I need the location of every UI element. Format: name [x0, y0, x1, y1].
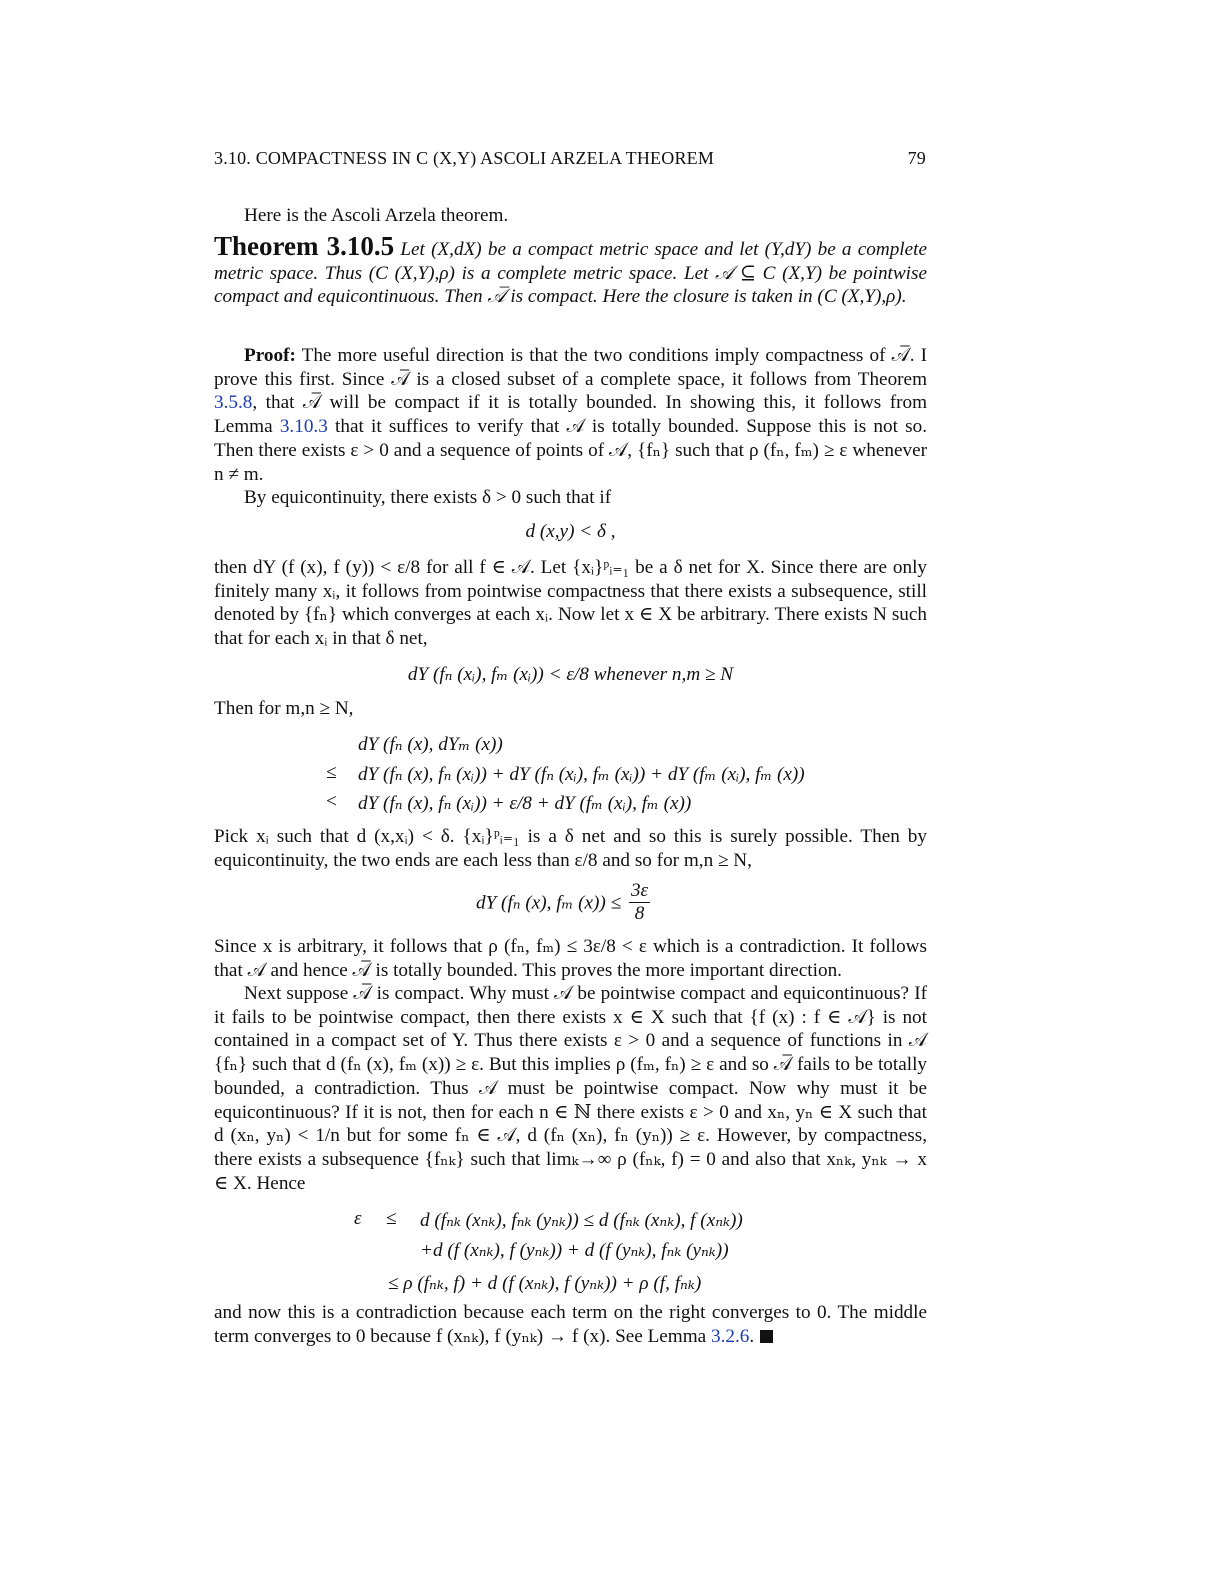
fraction-denominator: 8: [634, 903, 645, 924]
equation-5-line-2: +d (f (xₙₖ), f (yₙₖ)) + d (f (yₙₖ), fₙₖ (yₙₖ)): [420, 1240, 729, 1261]
equation-4-fraction: [629, 880, 650, 925]
equation-3-relation-3: <: [326, 791, 337, 812]
proof-paragraph-1: [214, 344, 927, 486]
proof-text-1c: that it suffices to verify that 𝒜 is totally bounded. Suppose this is not so. Then there exists ε > 0 and a sequence of points of 𝒜, {fₙ} such that ρ (fₙ, fₘ) ≥ ε whenever n ≠ m.: [214, 416, 928, 485]
qed-square-icon: [760, 1330, 773, 1343]
proof-paragraph-5: Pick xᵢ such that d (x,xᵢ) < δ. {xᵢ}ᵖᵢ₌₁ is a δ net and so this is surely possible. Then by equicontinuity, the two ends are each less than ε/8 and so for m,n ≥ N,: [214, 826, 927, 871]
proof-paragraph-4: Then for m,n ≥ N,: [214, 698, 354, 719]
equation-5-line-1: d (fₙₖ (xₙₖ), fₙₖ (yₙₖ)) ≤ d (fₙₖ (xₙₖ), f (xₙₖ)): [420, 1210, 743, 1231]
fraction-numerator: 3ε: [630, 880, 649, 901]
equation-3-line-2: dY (fₙ (x), fₙ (xᵢ)) + dY (fₙ (xᵢ), fₘ (xᵢ)) + dY (fₘ (xᵢ), fₘ (x)): [358, 764, 805, 785]
proof-label: Proof:: [244, 345, 296, 366]
equation-5-lhs: ε: [354, 1208, 362, 1229]
equation-3-relation-2: ≤: [326, 762, 337, 783]
proof-text-1b: , that 𝒜̅ will be compact if it is totally bounded. In showing this, it follows from Lemma: [214, 392, 927, 438]
equation-5-relation: ≤: [386, 1208, 397, 1229]
theorem-block: [214, 231, 927, 309]
equation-3-line-3: dY (fₙ (x), fₙ (xᵢ)) + ε/8 + dY (fₘ (xᵢ), fₘ (x)): [358, 793, 692, 814]
equation-4: [476, 880, 653, 925]
theorem-link[interactable]: 3.5.8: [214, 392, 253, 414]
intro-line: Here is the Ascoli Arzela theorem.: [244, 205, 509, 226]
proof-paragraph-2: By equicontinuity, there exists δ > 0 such that if: [244, 487, 612, 508]
proof-paragraph-3: then dY (f (x), f (y)) < ε/8 for all f ∈ 𝒜. Let {xᵢ}ᵖᵢ₌₁ be a δ net for X. Since there are only finitely many xᵢ, it follows from pointwise compactness that there exists a subsequence, still denoted by {fₙ} which converges at each xᵢ. Now let x ∈ X be arbitrary. There exists N such that for each xᵢ in that δ net,: [214, 557, 927, 650]
theorem-statement: Let (X,dX) be a compact metric space and let (Y,dY) be a complete metric space. Thus (C (X,Y),ρ) is a complete metric space. Let 𝒜 ⊆ C (X,Y) be pointwise compact and equicontinuous. Then 𝒜̅ is compact. Here the closure is taken in (C (X,Y),ρ).: [214, 239, 927, 308]
lemma-link-2[interactable]: 3.2.6: [710, 1325, 750, 1347]
running-title: 3.10. COMPACTNESS IN C (X,Y) ASCOLI ARZELA THEOREM: [214, 148, 715, 168]
running-header: [214, 148, 926, 172]
equation-5-line-3: ≤ ρ (fₙₖ, f) + d (f (xₙₖ), f (yₙₖ)) + ρ (f, fₙₖ): [388, 1273, 702, 1294]
equation-2: dY (fₙ (xᵢ), fₘ (xᵢ)) < ε/8 whenever n,m ≥ N: [407, 664, 734, 685]
page-number: 79: [907, 148, 926, 168]
proof-paragraph-7: Next suppose 𝒜̅ is compact. Why must 𝒜 be pointwise compact and equicontinuous? If it fails to be pointwise compact, then there exists x ∈ X such that {f (x) : f ∈ 𝒜} is not contained in a compact set of Y. Thus there exists ε > 0 and a sequence of functions in 𝒜 {fₙ} such that d (fₙ (x), fₘ (x)) ≥ ε. But this implies ρ (fₘ, fₙ) ≥ ε and so 𝒜̅ fails to be totally bounded, a contradiction. Thus 𝒜 must be pointwise compact. Now why must it be equicontinuous? If it is not, then for each n ∈ ℕ there exists ε > 0 and xₙ, yₙ ∈ X such that d (xₙ, yₙ) < 1/n but for some fₙ ∈ 𝒜, d (fₙ (xₙ), fₙ (yₙ)) ≥ ε. However, by compactness, there exists a subsequence {fₙₖ} such that limₖ→∞ ρ (fₙₖ, f) = 0 and also that xₙₖ, yₙₖ → x ∈ X. Hence: [214, 983, 927, 1194]
lemma-link[interactable]: 3.10.3: [279, 416, 328, 438]
equation-4-lhs: dY (fₙ (x), fₘ (x)) ≤: [476, 892, 622, 914]
equation-3-line-1: dY (fₙ (x), dYₘ (x)): [358, 734, 503, 755]
proof-text-8-end: .: [749, 1325, 755, 1347]
proof-paragraph-8: [214, 1301, 927, 1348]
proof-text-1a: The more useful direction is that the two conditions imply compactness of 𝒜̅. I prove this first. Since 𝒜̅ is a closed subset of a complete space, it follows from Theorem: [214, 345, 927, 390]
theorem-label: Theorem 3.10.5: [214, 231, 395, 261]
equation-1: d (x,y) < δ ,: [525, 521, 616, 542]
proof-paragraph-6: Since x is arbitrary, it follows that ρ (fₙ, fₘ) ≤ 3ε/8 < ε which is a contradiction. It follows that 𝒜 and hence 𝒜̅ is totally bounded. This proves the more important direction.: [214, 936, 927, 981]
proof-text-8: and now this is a contradiction because each term on the right converges to 0. The middle term converges to 0 because f (xₙₖ), f (yₙₖ) → f (x). See Lemma: [214, 1302, 927, 1347]
